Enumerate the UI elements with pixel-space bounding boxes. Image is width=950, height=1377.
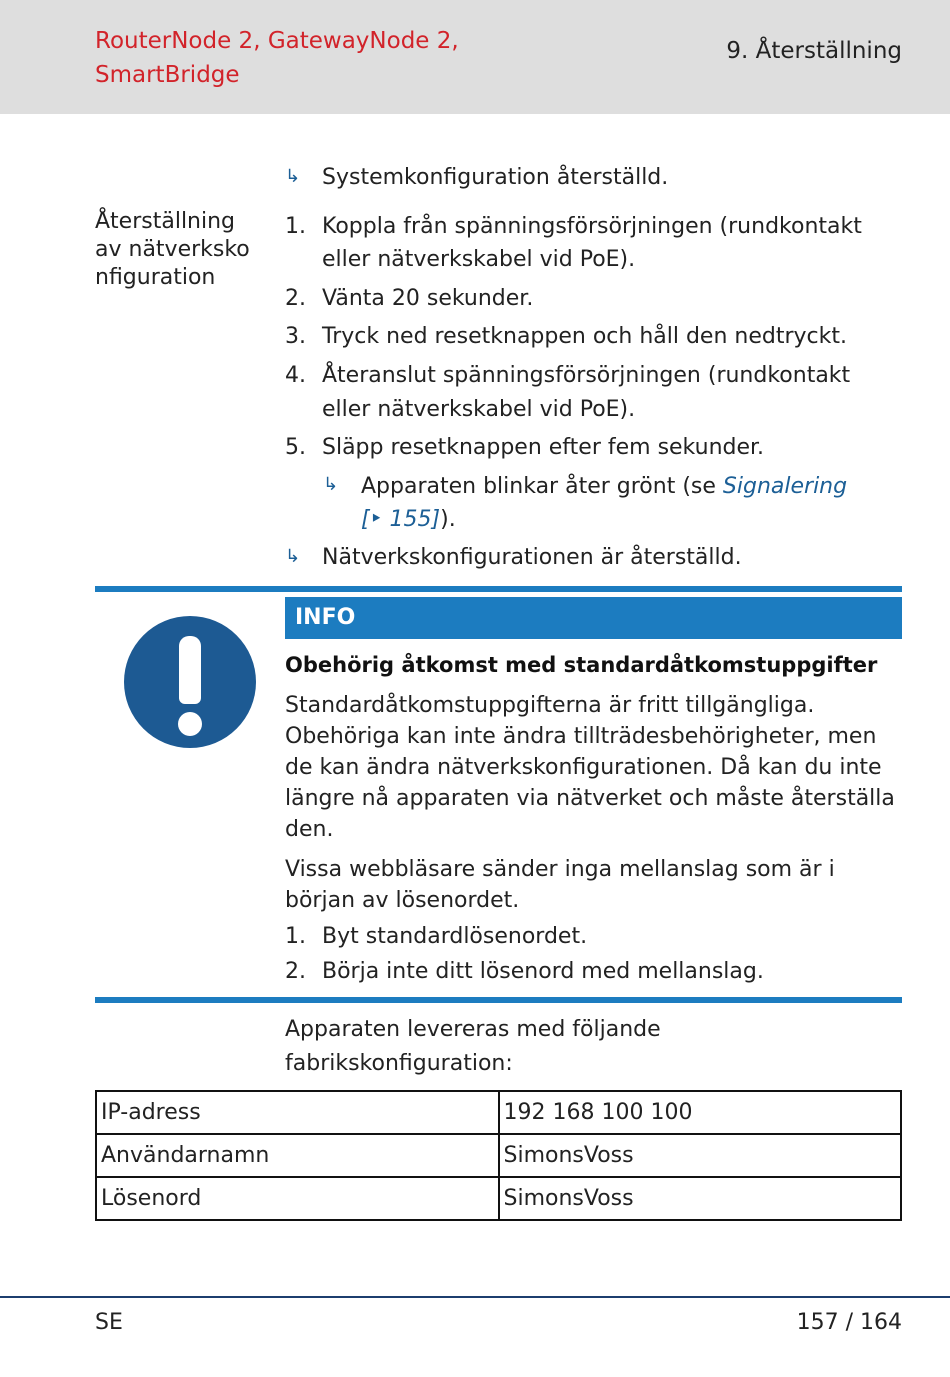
result-arrow-icon: ↳ xyxy=(285,166,301,187)
table-row xyxy=(96,1091,901,1134)
sub-result-text-cont xyxy=(361,503,456,537)
document-title-line1: RouterNode 2, GatewayNode 2, xyxy=(95,28,459,54)
page-header xyxy=(0,0,950,114)
info-paragraph-2: Vissa webbläsare sänder inga mellanslag som är i början av lösenordet. xyxy=(285,857,835,913)
sub-result-text xyxy=(361,470,847,504)
step-number: 1. xyxy=(285,214,306,239)
factory-intro: Apparaten levereras med följande fabrikskonfiguration: xyxy=(285,1017,661,1076)
step-text-cont: eller nätverkskabel vid PoE). xyxy=(322,397,636,422)
document-title xyxy=(95,24,515,92)
footer-rule xyxy=(0,1296,950,1298)
step-text-cont: eller nätverkskabel vid PoE). xyxy=(322,247,636,272)
step-text: Vänta 20 sekunder. xyxy=(322,286,534,311)
step-number: 2. xyxy=(285,286,306,311)
info-bottom-rule xyxy=(95,997,902,1003)
table-row xyxy=(96,1177,901,1220)
info-step-number: 1. xyxy=(285,924,306,949)
info-label: INFO xyxy=(285,597,902,639)
footer-page-number: 157 / 164 xyxy=(796,1310,902,1335)
result-arrow-icon: ↳ xyxy=(285,546,301,567)
step-number: 5. xyxy=(285,435,306,460)
signalering-link[interactable]: Signalering xyxy=(722,474,848,499)
table-cell-value: 192 168 100 100 xyxy=(499,1091,902,1134)
section-label: Återställning av nätverkskonfiguration xyxy=(95,209,250,290)
step-number: 3. xyxy=(285,324,306,349)
step-number: 4. xyxy=(285,363,306,388)
step-text: Återanslut spänningsförsörjningen (rundkontakt xyxy=(322,363,851,388)
sub-result-suffix: ). xyxy=(440,507,456,532)
step-text: Tryck ned resetknappen och håll den nedtryckt. xyxy=(322,324,847,349)
info-top-rule xyxy=(95,586,902,592)
step-text: Koppla från spänningsförsörjningen (rundkontakt xyxy=(322,214,862,239)
info-paragraph-1: Standardåtkomstuppgifterna är fritt tillgängliga. Obehöriga kan inte ändra tillträdesbehörigheter, men de kan ändra nätverkskonfigurationen. Då kan du inte längre nå apparaten via nätverket och måste återställa den. xyxy=(285,693,895,842)
sub-result-prefix: Apparaten blinkar åter grönt (se xyxy=(361,474,723,499)
table-cell-key: Användarnamn xyxy=(96,1134,499,1177)
table-cell-key: IP-adress xyxy=(96,1091,499,1134)
info-step-text: Byt standardlösenordet. xyxy=(322,924,588,949)
table-cell-key: Lösenord xyxy=(96,1177,499,1220)
factory-config-table xyxy=(95,1090,902,1221)
document-title-line2: SmartBridge xyxy=(95,62,240,88)
chapter-title: 9. Återställning xyxy=(726,38,902,64)
table-cell-value: SimonsVoss xyxy=(499,1177,902,1220)
info-step-number: 2. xyxy=(285,959,306,984)
footer-language: SE xyxy=(95,1310,123,1335)
warning-icon xyxy=(124,616,256,748)
info-step-text: Börja inte ditt lösenord med mellanslag. xyxy=(322,959,764,984)
table-row xyxy=(96,1134,901,1177)
table-cell-value: SimonsVoss xyxy=(499,1134,902,1177)
result-text-top: Systemkonfiguration återställd. xyxy=(322,165,669,190)
result-text-bottom: Nätverkskonfigurationen är återställd. xyxy=(322,545,742,570)
sub-result-arrow-icon: ↳ xyxy=(323,474,339,495)
info-heading: Obehörig åtkomst med standardåtkomstuppgifter xyxy=(285,653,878,677)
page-ref-link[interactable]: [‣ 155] xyxy=(361,507,441,532)
step-text: Släpp resetknappen efter fem sekunder. xyxy=(322,435,765,460)
